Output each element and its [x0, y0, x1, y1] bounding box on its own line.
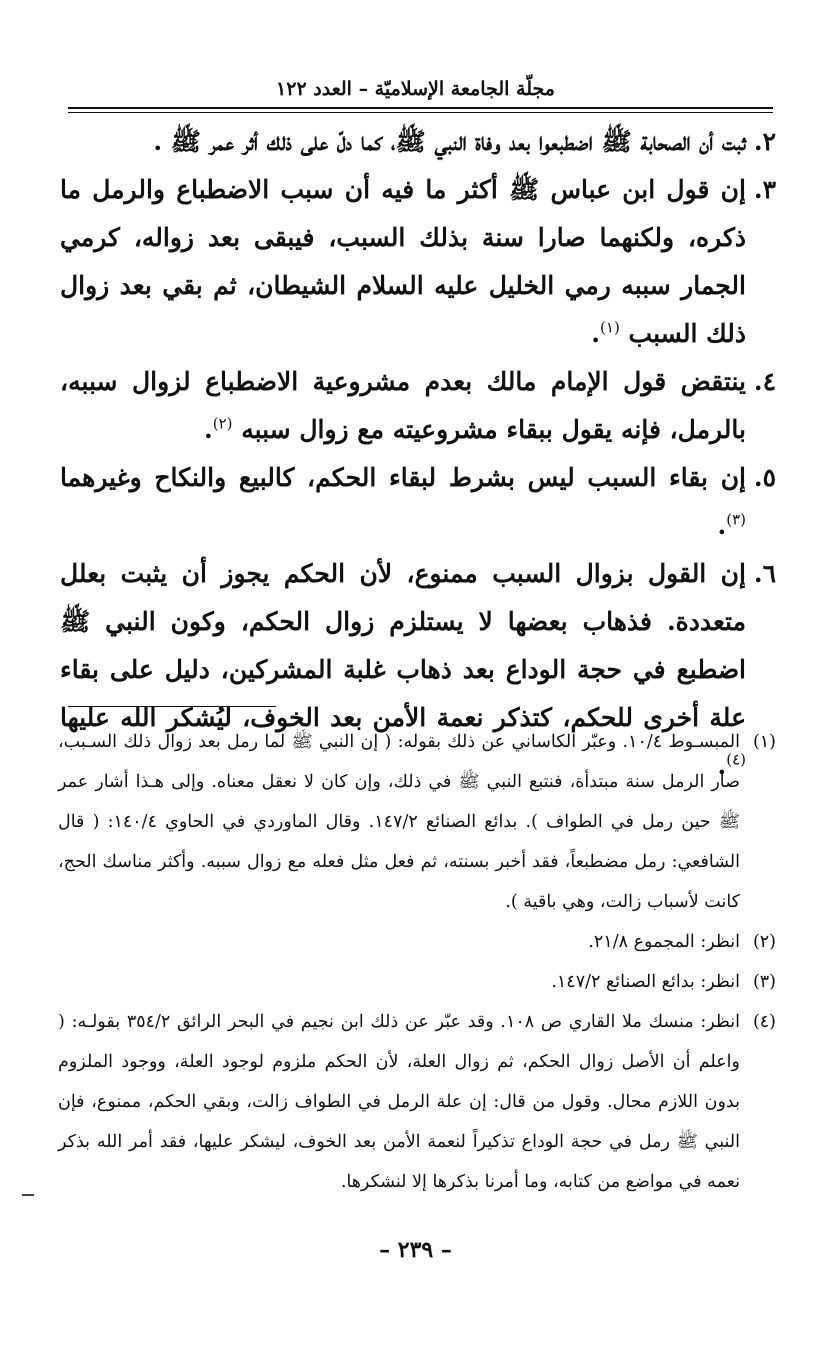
footnote [58, 722, 776, 922]
main-point-end: . [591, 319, 601, 348]
footnote-number: (٢) [752, 932, 776, 952]
page-number: – ٢٣٩ – [379, 1237, 452, 1263]
footnote-number: (١) [752, 732, 776, 752]
footnote-text: انظر: منسك ملا القاري ص ١٠٨. وقد عبّر عن ذلك ابن نجيم في البحر الرائق ٣٥٤/٢ بقولـه: ( واعلم أن الأصل زوال الحكم، ثم زوال العلة، لأن الحكم ملزوم لوجود العلة، ووجود الملزوم بدون اللازم محال. وقول من قال: إن علة الرمل في الطواف زالت، وبقي الحكم، ممنوع، فإن النبي ﷺ رمل في حجة الوداع تذكيراً لنعمة الأمن بعد الخوف، ليشكر عليها، فقد أمر الله بذكر نعمه في مواضع من كتابه، وما أمرنا بذكرها إلا لنشكرها. [58, 1012, 740, 1192]
footnote-text: انظر: بدائع الصنائع ١٤٧/٢. [551, 972, 740, 992]
main-point-text: ثبت أن الصحابة ﷺ اضطبعوا بعد وفاة النبي ﷺ، كما دلّ على ذلك أثر عمر ﷺ . [153, 127, 746, 156]
main-point-end: . [717, 511, 727, 540]
main-point-end: . [717, 751, 727, 780]
main-point-text: ينتقض قول الإمام مالك بعدم مشروعية الاضطباع لزوال سببه، بالرمل، فإنه يقول ببقاء مشروعيته مع زوال سببه [60, 367, 746, 444]
main-point-number: ٣. [753, 175, 776, 204]
main-point [60, 454, 776, 550]
footnote-marker: (١) [600, 318, 620, 337]
main-point [60, 358, 776, 454]
footnote-separator [68, 706, 276, 707]
main-point [60, 118, 776, 166]
footnote [58, 962, 776, 1002]
main-point-number: ٢. [753, 127, 776, 156]
main-points-list [60, 118, 776, 790]
footnote-text: المبسـوط ١٠/٤. وعبّر الكاساني عن ذلك بقوله: ( إن النبي ﷺ لما رمل بعد زوال ذلك السـبب، صار الرمل سنة مبتدأة، فنتبع النبي ﷺ في ذلك، وإن كان لا نعقل معناه. وإلى هـذا أشار عمر ﷺ حين رمل في الطواف ). بدائع الصنائع ١٤٧/٢. وقال الماوردي في الحاوي ١٤٠/٤: ( قال الشافعي: رمل مضطبعاً، فقد أخبر بسنته، ثم فعل مثل فعله مع زوال سببه. وأكثر مناسك الحج، كانت لأسباب زالت، وهي باقية ). [58, 732, 740, 912]
journal-header-title: مجلّة الجامعة الإسلاميّة – العدد ١٢٢ [276, 78, 555, 100]
footnote-number: (٤) [752, 1012, 776, 1032]
main-point-text: إن بقاء السبب ليس بشرط لبقاء الحكم، كالبيع والنكاح وغيرهما [60, 463, 746, 492]
main-point [60, 166, 776, 358]
main-point-number: ٤. [753, 367, 776, 396]
footnote-number: (٣) [752, 972, 776, 992]
main-point-number: ٦. [753, 559, 776, 588]
footnote-text: انظر: المجموع ٢١/٨. [588, 932, 740, 952]
main-point-text: إن قول ابن عباس ﷺ أكثر ما فيه أن سبب الاضطباع والرمل ما ذكره، ولكنهما صارا سنة بذلك السبب، فيبقى بعد زواله، كرمي الجمار سببه رمي الخليل عليه السلام الشيطان، ثم بقي بعد زوال ذلك السبب [60, 175, 746, 348]
header-rule-thin [68, 112, 773, 113]
footnotes-list [58, 722, 776, 1202]
margin-mark [22, 1194, 34, 1196]
main-point-text: إن القول بزوال السبب ممنوع، لأن الحكم يجوز أن يثبت بعلل متعددة. فذهاب بعضها لا يستلزم زوال الحكم، وكون النبي ﷺ اضطبع في حجة الوداع بعد ذهاب غلبة المشركين، دليل على بقاء علة أخرى للحكم، كتذكر نعمة الأمن بعد الخوف، ليُشكر الله عليها [60, 559, 746, 732]
footnote [58, 1002, 776, 1202]
header-rule [68, 107, 773, 109]
main-point-end: . [203, 415, 213, 444]
main-point-number: ٥. [753, 463, 776, 492]
footnote-marker: (٢) [212, 414, 233, 433]
footnote [58, 922, 776, 962]
footnote-marker: (٤) [726, 750, 746, 769]
footnote-marker: (٣) [726, 510, 746, 529]
